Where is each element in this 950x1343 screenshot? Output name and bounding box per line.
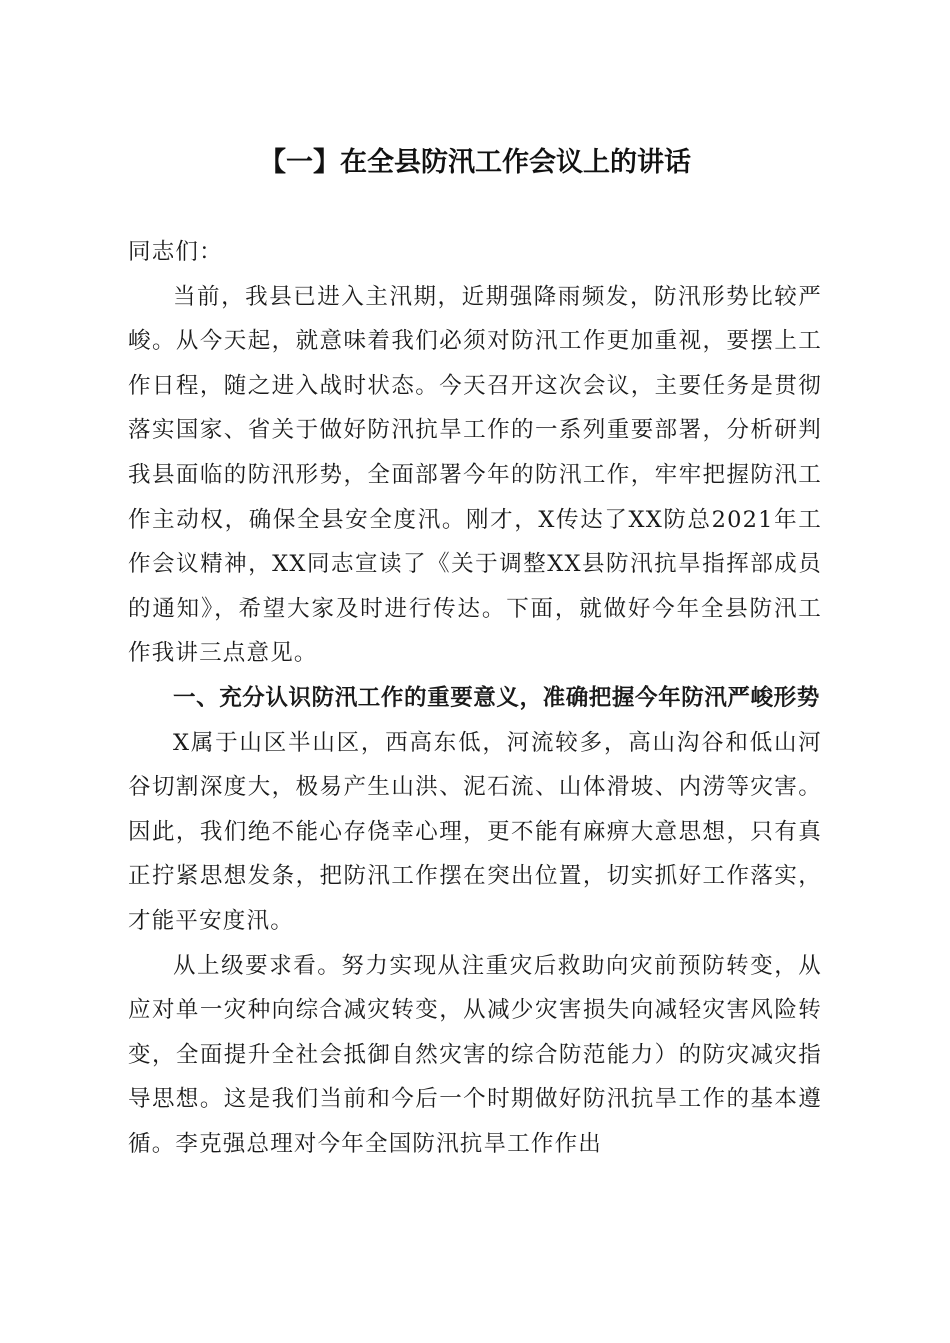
section-paragraph: X属于山区半山区，西高东低，河流较多，高山沟谷和低山河谷切割深度大，极易产生山洪、泥石流、山体滑坡、内涝等灾害。因此，我们绝不能心存侥幸心理，更不能有麻痹大意思想，只有真正拧紧思想发条，把防汛工作摆在突出位置，切实抓好工作落实，才能平安度汛。 xyxy=(128,729,822,934)
section-heading: 一、充分认识防汛工作的重要意义，准确把握今年防汛严峻形势 xyxy=(173,684,820,711)
document-title: 【一】在全县防汛工作会议上的讲话 xyxy=(259,147,691,178)
section-paragraph: 从上级要求看。努力实现从注重灾后救助向灾前预防转变，从应对单一灾种向综合减灾转变，从减少灾害损失向减轻灾害风险转变，全面提升全社会抵御自然灾害的综合防范能力）的防灾减灾指导思想。这是我们当前和今后一个时期做好防汛抗旱工作的基本遵循。李克强总理对今年全国防汛抗旱工作作出 xyxy=(128,952,822,1157)
document-body xyxy=(128,230,822,1166)
salutation: 同志们： xyxy=(128,239,223,265)
intro-paragraph: 当前，我县已进入主汛期，近期强降雨频发，防汛形势比较严峻。从今天起，就意味着我们必须对防汛工作更加重视，要摆上工作日程，随之进入战时状态。今天召开这次会议，主要任务是贯彻落实国家、省关于做好防汛抗旱工作的一系列重要部署，分析研判我县面临的防汛形势，全面部署今年的防汛工作，牢牢把握防汛工作主动权，确保全县安全度汛。刚才，X传达了XX防总2021年工作会议精神，XX同志宣读了《关于调整XX县防汛抗旱指挥部成员的通知》，希望大家及时进行传达。下面，就做好今年全县防汛工作我讲三点意见。 xyxy=(128,283,822,667)
